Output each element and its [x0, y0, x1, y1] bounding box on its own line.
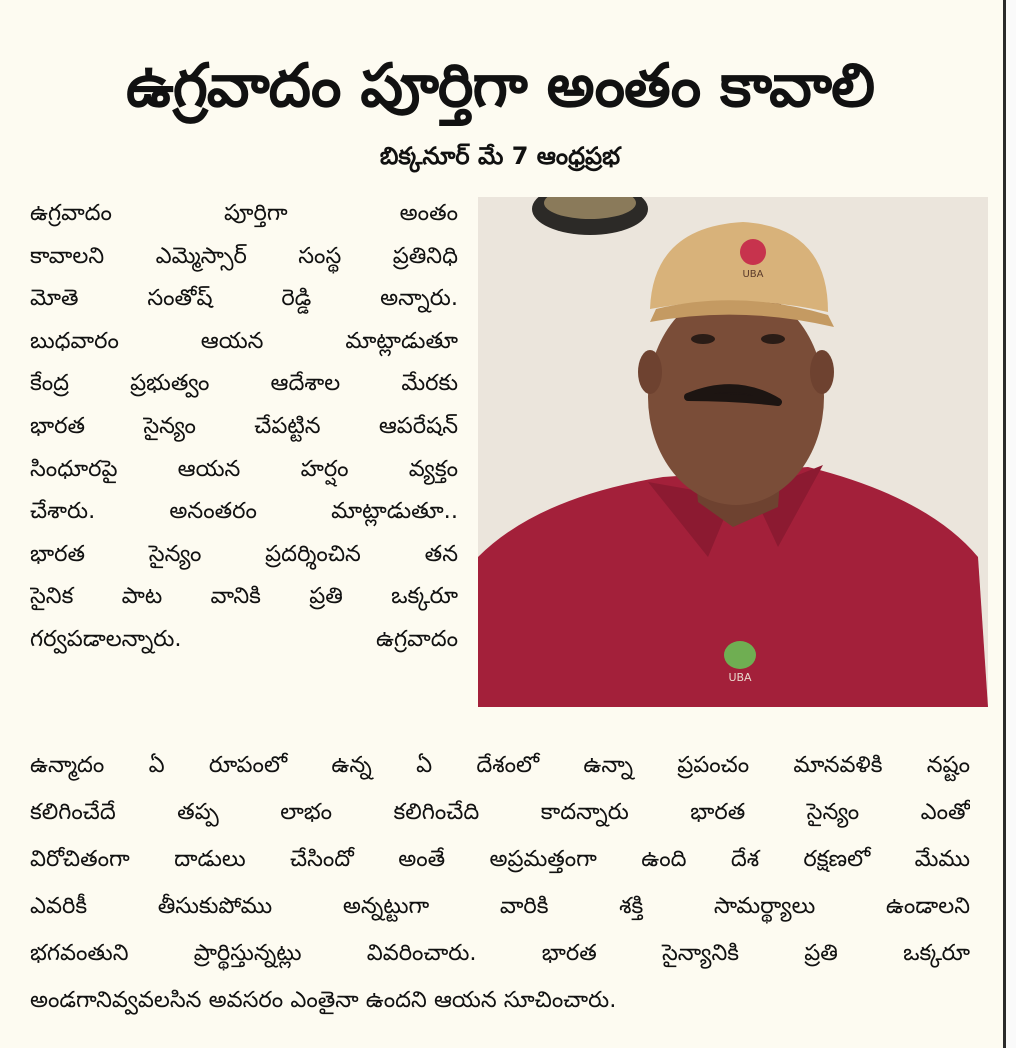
portrait-illustration — [478, 197, 988, 707]
article-column — [30, 192, 458, 661]
article-line: కేంద్ర ప్రభుత్వం ఆదేశాల మేరకు — [30, 370, 458, 397]
shirt-logo-icon — [724, 641, 756, 669]
headline: ఉగ్రవాదం పూర్తిగా అంతం కావాలి — [125, 51, 875, 121]
article-line: సింధూరపై ఆయన హర్షం వ్యక్తం — [30, 455, 458, 482]
article-line: ఉగ్రవాదం పూర్తిగా అంతం — [30, 200, 458, 226]
portrait-photo — [478, 197, 988, 707]
article-line: భారత సైన్యం చేపట్టిన ఆపరేషన్ — [30, 412, 458, 439]
cap-logo-icon — [740, 239, 766, 265]
dateline: బిక్కనూర్ మే 7 ఆంధ్రప్రభ — [379, 142, 621, 170]
article-line: మోతె సంతోష్ రెడ్డి అన్నారు. — [30, 285, 458, 312]
page-margin — [1006, 0, 1016, 1048]
article-line: కలిగించేదే తప్ప లాభం కలిగించేది కాదన్నారు భారత సైన్యం ఎంతో — [30, 799, 970, 825]
article-line: విరోచితంగా దాడులు చేసిందో అంతే అప్రమత్తంగా ఉంది దేశ రక్షణలో మేము — [30, 846, 970, 872]
article-line: కావాలని ఎమ్మెస్సార్ సంస్థ ప్రతినిధి — [30, 242, 458, 269]
article-line: ఎవరికీ తీసుకుపోము అన్నట్టుగా వారికి శక్తి సామర్థ్యాలు ఉండాలని — [30, 893, 970, 919]
article-line: సైనిక పాట వానికి ప్రతి ఒక్కరూ — [30, 583, 458, 610]
article-full-width — [30, 742, 970, 1024]
article-line: చేశారు. అనంతరం మాట్లాడుతూ.. — [30, 498, 458, 525]
article-line: భారత సైన్యం ప్రదర్శించిన తన — [30, 540, 458, 567]
article-line: అండగానివ్వవలసిన అవసరం ఎంతైనా ఉందని ఆయన సూచించారు. — [30, 987, 617, 1013]
article-line: గర్వపడాలన్నారు. ఉగ్రవాదం — [30, 625, 458, 652]
article-line: భగవంతుని ప్రార్థిస్తున్నట్లు వివరించారు. భారత సైన్యానికి ప్రతి ఒక్కరూ — [30, 940, 970, 966]
shirt-logo-text: UBA — [728, 671, 752, 684]
cap-logo-text: UBA — [742, 269, 764, 280]
article-line: బుధవారం ఆయన మాట్లాడుతూ — [30, 327, 458, 354]
article-line: ఉన్మాదం ఏ రూపంలో ఉన్న ఏ దేశంలో ఉన్నా ప్రపంచం మానవళికి నష్టం — [30, 752, 970, 778]
